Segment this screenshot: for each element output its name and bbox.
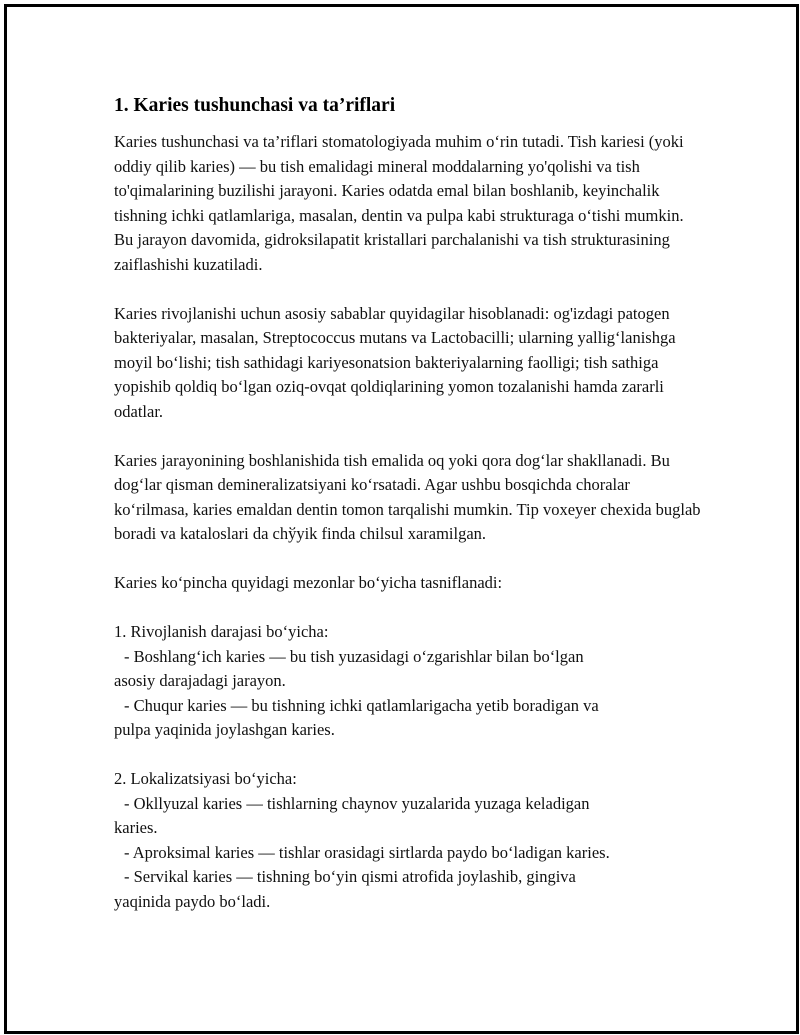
classification-development (114, 620, 704, 743)
document-body (114, 93, 704, 914)
list-item: - Aproksimal karies — tishlar orasidagi sirtlarda paydo bo‘ladigan karies. (124, 842, 610, 862)
classification-heading: 2. Lokalizatsiyasi bo‘yicha: (114, 769, 297, 788)
list-item: - Chuqur karies — bu tishning ichki qatlamlarigacha yetib boradigan va (124, 695, 599, 715)
classification-heading: 1. Rivojlanish darajasi bo‘yicha: (114, 622, 329, 641)
list-item-continuation: pulpa yaqinida joylashgan karies. (114, 720, 335, 739)
list-item: - Boshlang‘ich karies — bu tish yuzasidagi oʻzgarishlar bilan bo‘lgan (124, 646, 584, 666)
paragraph-definition: Karies tushunchasi va ta’riflari stomatologiyada muhim oʻrin tutadi. Tish kariesi (yoki oddiy qilib karies) — bu tish emalidagi mineral moddalarning yo'qolishi va tish to'qimalarining buzilishi jarayoni. Karies odatda emal bilan boshlanib, keyinchalik tishning ichki qatlamlariga, masalan, dentin va pulpa kabi strukturaga oʻtishi mumkin. Bu jarayon davomida, gidroksilapatit kristallari parchalanishi va tish strukturasining zaiflashishi kuzatiladi. (114, 132, 684, 274)
paragraph-process: Karies jarayonining boshlanishida tish emalida oq yoki qora dog‘lar shakllanadi. Bu dog‘lar qisman demineralizatsiyani ko‘rsatadi. Agar ushbu bosqichda choralar ko‘rilmasa, karies emaldan dentin tomon tarqalishi mumkin. Tip voxeyer chexida buglab boradi va kataloslari da chўyik finda chilsul xaramilgan. (114, 450, 701, 543)
list-item-continuation: yaqinida paydo bo‘ladi. (114, 891, 271, 911)
list-item-continuation: asosiy darajadagi jarayon. (114, 671, 286, 690)
list-item: - Servikal karies — tishning bo‘yin qismi atrofida joylashib, gingiva (124, 867, 576, 886)
list-item-continuation: karies. (114, 818, 158, 837)
classification-localization (114, 767, 704, 914)
section-title: 1. Karies tushunchasi va ta’riflari (114, 95, 396, 116)
paragraph-classification-intro: Karies ko‘pincha quyidagi mezonlar bo‘yicha tasniflanadi: (114, 573, 503, 592)
list-item: - Okllyuzal karies — tishlarning chaynov yuzalarida yuzaga keladigan (124, 793, 590, 813)
paragraph-causes: Karies rivojlanishi uchun asosiy sabablar quyidagilar hisoblanadi: og'izdagi patogen bakteriyalar, masalan, Streptococcus mutans va Lactobacilli; ularning yallig‘lanishga moyil bo‘lishi; tish sathidagi kariyesonatsion bakteriyalarning faolligi; tish sathiga yopishib qoldiq bo‘lgan oziq-ovqat qoldiqlarining yomon tozalanishi hamda zararli odatlar. (114, 303, 676, 421)
